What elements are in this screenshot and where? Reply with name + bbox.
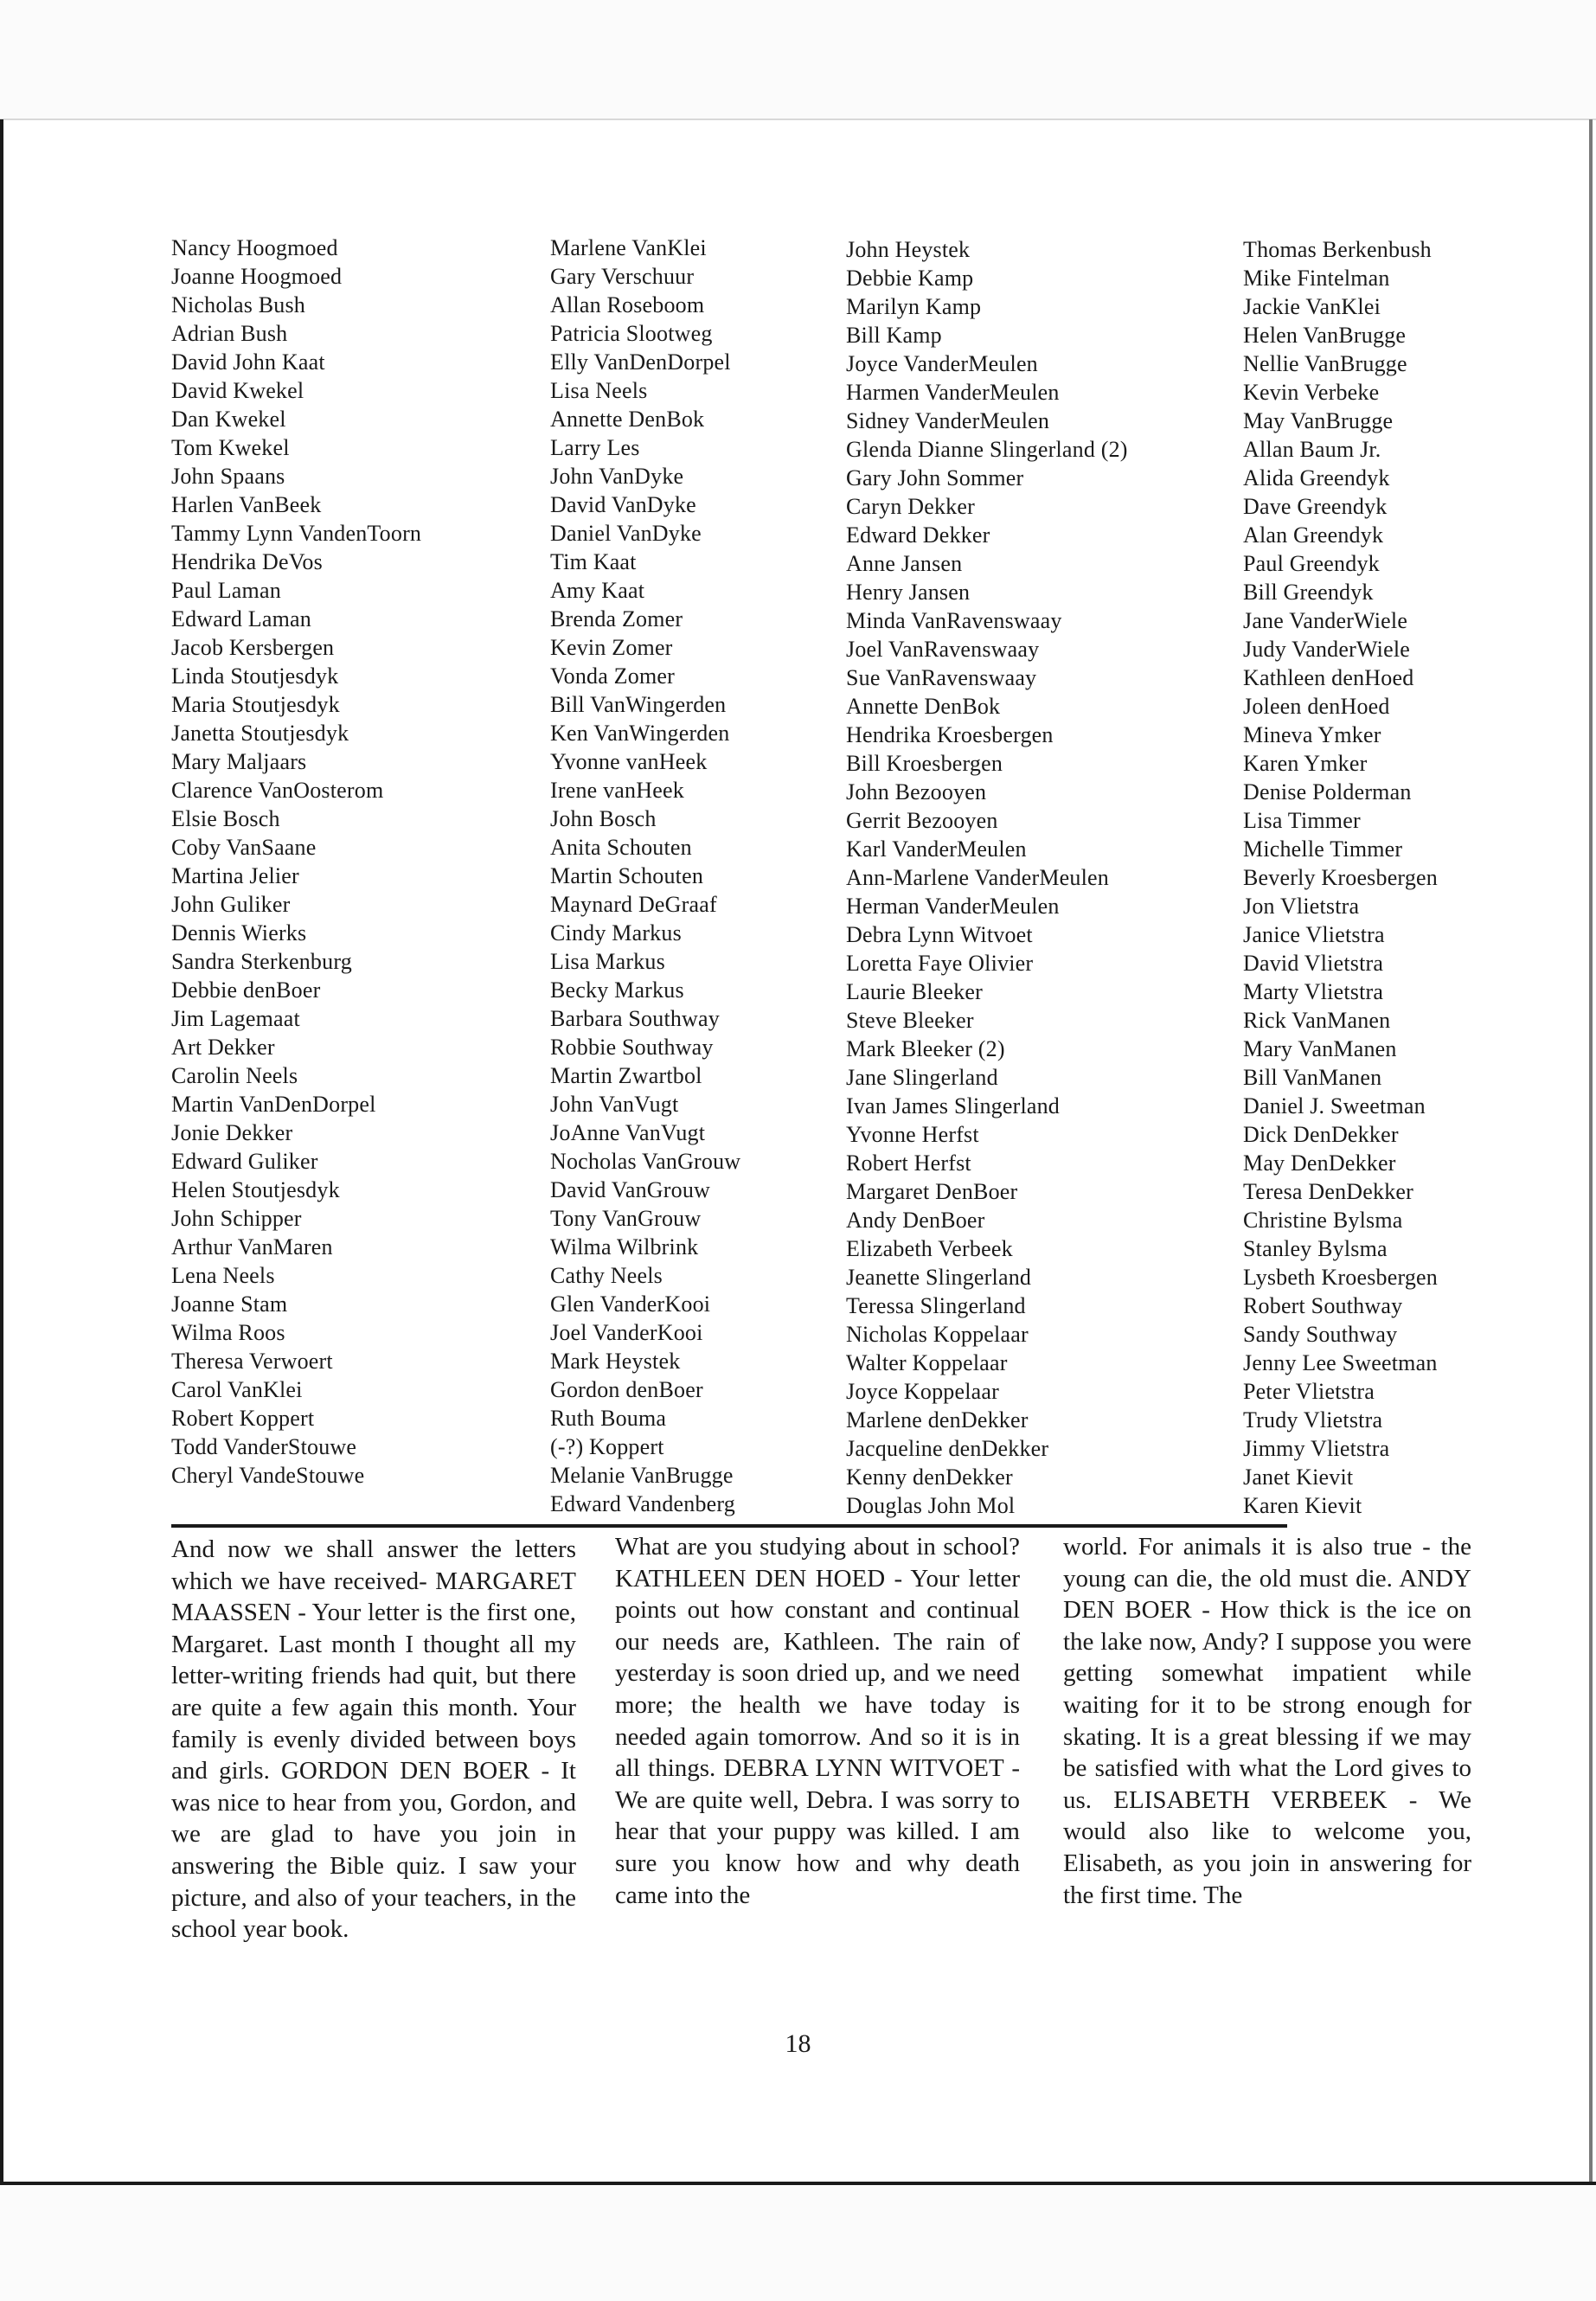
name-entry: Ruth Bouma: [550, 1406, 667, 1431]
name-entry: Arthur VanMaren: [171, 1234, 333, 1259]
name-entry: Cathy Neels: [550, 1263, 663, 1288]
name-entry: Lysbeth Kroesbergen: [1243, 1265, 1438, 1290]
name-entry: Patricia Slootweg: [550, 321, 713, 346]
name-entry: Cheryl VandeStouwe: [171, 1463, 365, 1488]
name-entry: Linda Stoutjesdyk: [171, 663, 339, 689]
name-entry: Edward Guliker: [171, 1149, 318, 1174]
name-list-column-4: [1243, 235, 1438, 1520]
name-entry: Harlen VanBeek: [171, 492, 322, 517]
name-entry: Glen VanderKooi: [550, 1292, 711, 1317]
name-entry: Nocholas VanGrouw: [550, 1149, 741, 1174]
name-entry: Nicholas Koppelaar: [846, 1322, 1029, 1347]
name-entry: David John Kaat: [171, 349, 325, 375]
name-entry: Dennis Wierks: [171, 920, 307, 945]
name-entry: Janetta Stoutjesdyk: [171, 721, 349, 746]
name-entry: Joel VanderKooi: [550, 1320, 703, 1345]
name-entry: Vonda Zomer: [550, 663, 675, 689]
name-entry: Michelle Timmer: [1243, 836, 1403, 862]
name-entry: Janice Vlietstra: [1243, 922, 1385, 947]
name-entry: Becky Markus: [550, 977, 684, 1003]
scan-top-edge: [0, 119, 1596, 120]
name-entry: Herman VanderMeulen: [846, 894, 1060, 919]
name-entry: Bill Greendyk: [1243, 580, 1374, 605]
name-entry: Joyce VanderMeulen: [846, 351, 1038, 376]
name-entry: Jane Slingerland: [846, 1065, 998, 1090]
name-entry: John Bosch: [550, 806, 657, 831]
name-entry: Jimmy Vlietstra: [1243, 1436, 1390, 1461]
name-entry: Wilma Wilbrink: [550, 1234, 699, 1259]
name-entry: Yvonne Herfst: [846, 1122, 979, 1147]
name-entry: Elly VanDenDorpel: [550, 349, 731, 375]
name-entry: Ivan James Slingerland: [846, 1093, 1061, 1118]
name-entry: Nancy Hoogmoed: [171, 235, 338, 260]
name-entry: Bill VanWingerden: [550, 692, 727, 717]
name-entry: Elsie Bosch: [171, 806, 280, 831]
scan-bottom-margin: [0, 2185, 1596, 2301]
name-entry: Glenda Dianne Slingerland (2): [846, 437, 1128, 462]
name-entry: Tom Kwekel: [171, 435, 290, 460]
name-entry: Marlene VanKlei: [550, 235, 707, 260]
name-entry: Jonie Dekker: [171, 1120, 293, 1145]
name-entry: Daniel J. Sweetman: [1243, 1093, 1426, 1118]
name-entry: Mark Bleeker (2): [846, 1036, 1005, 1061]
name-entry: Irene vanHeek: [550, 778, 684, 803]
name-entry: John Spaans: [171, 464, 285, 489]
name-entry: David VanGrouw: [550, 1177, 711, 1202]
scan-right-edge: [1589, 119, 1593, 2191]
name-entry: Nicholas Bush: [171, 292, 305, 317]
name-entry: Trudy Vlietstra: [1243, 1407, 1383, 1433]
name-entry: Carolin Neels: [171, 1063, 298, 1088]
name-entry: Martin Schouten: [550, 863, 704, 888]
name-entry: Sandy Southway: [1243, 1322, 1398, 1347]
name-entry: May DenDekker: [1243, 1150, 1396, 1176]
name-entry: Annette DenBok: [550, 407, 705, 432]
name-entry: Alan Greendyk: [1243, 522, 1384, 548]
name-entry: Minda VanRavenswaay: [846, 608, 1062, 633]
name-entry: Todd VanderStouwe: [171, 1434, 357, 1459]
name-entry: Rick VanManen: [1243, 1008, 1391, 1033]
name-entry: Adrian Bush: [171, 321, 288, 346]
name-entry: Helen VanBrugge: [1243, 323, 1407, 348]
name-entry: Joel VanRavenswaay: [846, 637, 1040, 662]
name-entry: Dick DenDekker: [1243, 1122, 1399, 1147]
section-divider: [171, 1524, 1287, 1528]
name-entry: Laurie Bleeker: [846, 979, 983, 1004]
name-entry: Beverly Kroesbergen: [1243, 865, 1438, 890]
name-entry: Jackie VanKlei: [1243, 294, 1381, 319]
name-entry: Christine Bylsma: [1243, 1208, 1403, 1233]
letters-text-1: And now we shall answer the letters which we have received- MARGARET MAASSEN - Your letter is the first one, Margaret. Last month I thought all my letter-writing friends had quit, but there are quite a few again this month. Your family is evenly divided between boys and girls. GORDON DEN BOER - It was nice to hear from you, Gordon, and we are glad to have you join in answering the Bible quiz. I saw your picture, and also of your teachers, in the school year book.: [171, 1535, 576, 1944]
name-entry: Yvonne vanHeek: [550, 749, 708, 774]
name-entry: Barbara Southway: [550, 1006, 720, 1031]
name-entry: John VanVugt: [550, 1092, 679, 1117]
name-entry: Kenny denDekker: [846, 1465, 1013, 1490]
name-entry: Thomas Berkenbush: [1243, 237, 1432, 262]
name-entry: David VanDyke: [550, 492, 696, 517]
name-entry: Judy VanderWiele: [1243, 637, 1411, 662]
name-entry: Daniel VanDyke: [550, 521, 702, 546]
name-entry: Annette DenBok: [846, 694, 1001, 719]
name-entry: Jacob Kersbergen: [171, 635, 335, 660]
name-entry: Melanie VanBrugge: [550, 1463, 734, 1488]
name-entry: Jim Lagemaat: [171, 1006, 300, 1031]
name-entry: Ken VanWingerden: [550, 721, 730, 746]
name-entry: Robert Koppert: [171, 1406, 315, 1431]
name-entry: (-?) Koppert: [550, 1434, 664, 1459]
name-entry: Art Dekker: [171, 1035, 275, 1060]
name-entry: Karen Ymker: [1243, 751, 1368, 776]
name-entry: Marty Vlietstra: [1243, 979, 1384, 1004]
name-entry: May VanBrugge: [1243, 408, 1394, 433]
name-entry: JoAnne VanVugt: [550, 1120, 706, 1145]
letters-text-3: world. For animals it is also true - the young can die, the old must die. ANDY DEN BOER - How thick is the ice on the lake now, Andy? I suppose you were getting somewhat impatient while waiting for it to be strong enough for skating. It is a great blessing if we may be satisfied with what the Lord gives to us. ELISABETH VERBEEK - We would also like to welcome you, Elisabeth, as you join in answering for the first time. The: [1063, 1533, 1471, 1909]
name-entry: Kevin Verbeke: [1243, 380, 1380, 405]
name-entry: John Bezooyen: [846, 779, 987, 804]
name-entry: John VanDyke: [550, 464, 684, 489]
name-entry: Amy Kaat: [550, 578, 645, 603]
name-entry: Sandra Sterkenburg: [171, 949, 352, 974]
name-entry: Tim Kaat: [550, 549, 637, 574]
name-entry: Douglas John Mol: [846, 1493, 1016, 1518]
name-entry: Stanley Bylsma: [1243, 1236, 1388, 1261]
name-entry: Clarence VanOosterom: [171, 778, 384, 803]
name-entry: David Vlietstra: [1243, 951, 1384, 976]
name-entry: Coby VanSaane: [171, 835, 317, 860]
name-entry: Anne Jansen: [846, 551, 963, 576]
name-entry: Teressa Slingerland: [846, 1293, 1026, 1318]
name-entry: David Kwekel: [171, 378, 304, 403]
name-entry: Harmen VanderMeulen: [846, 380, 1060, 405]
name-entry: Edward Vandenberg: [550, 1491, 735, 1516]
name-entry: Kathleen denHoed: [1243, 665, 1414, 690]
name-entry: John Guliker: [171, 892, 291, 917]
name-entry: Joyce Koppelaar: [846, 1379, 999, 1404]
name-entry: Joanne Stam: [171, 1292, 288, 1317]
name-entry: Hendrika DeVos: [171, 549, 323, 574]
name-entry: Mary VanManen: [1243, 1036, 1397, 1061]
name-entry: Bill VanManen: [1243, 1065, 1382, 1090]
name-entry: Steve Bleeker: [846, 1008, 974, 1033]
name-entry: Jacqueline denDekker: [846, 1436, 1049, 1461]
name-entry: Lisa Neels: [550, 378, 648, 403]
name-entry: Mark Heystek: [550, 1349, 681, 1374]
name-entry: John Heystek: [846, 237, 971, 262]
letters-column-1: [171, 1534, 576, 1945]
name-entry: Wilma Roos: [171, 1320, 285, 1345]
name-entry: Marilyn Kamp: [846, 294, 982, 319]
name-entry: Caryn Dekker: [846, 494, 975, 519]
name-entry: Sidney VanderMeulen: [846, 408, 1050, 433]
name-entry: Walter Koppelaar: [846, 1350, 1008, 1375]
name-entry: Tammy Lynn VandenToorn: [171, 521, 422, 546]
name-entry: Teresa DenDekker: [1243, 1179, 1413, 1204]
name-entry: Andy DenBoer: [846, 1208, 985, 1233]
name-entry: Dave Greendyk: [1243, 494, 1388, 519]
name-entry: Margaret DenBoer: [846, 1179, 1018, 1204]
name-entry: Gerrit Bezooyen: [846, 808, 998, 833]
name-entry: Debbie Kamp: [846, 266, 974, 291]
name-entry: Robbie Southway: [550, 1035, 714, 1060]
name-entry: Marlene denDekker: [846, 1407, 1029, 1433]
name-entry: Maynard DeGraaf: [550, 892, 717, 917]
name-entry: Carol VanKlei: [171, 1377, 303, 1402]
name-entry: Karen Kievit: [1243, 1493, 1362, 1518]
name-entry: John Schipper: [171, 1206, 302, 1231]
name-entry: Jon Vlietstra: [1243, 894, 1360, 919]
name-entry: Gary John Sommer: [846, 465, 1024, 490]
name-entry: Allan Baum Jr.: [1243, 437, 1381, 462]
name-entry: Theresa Verwoert: [171, 1349, 333, 1374]
name-entry: Lena Neels: [171, 1263, 275, 1288]
name-entry: Debbie denBoer: [171, 977, 321, 1003]
name-entry: Alida Greendyk: [1243, 465, 1390, 490]
name-entry: Gary Verschuur: [550, 264, 695, 289]
name-entry: Mike Fintelman: [1243, 266, 1390, 291]
name-entry: Janet Kievit: [1243, 1465, 1354, 1490]
name-entry: Peter Vlietstra: [1243, 1379, 1375, 1404]
name-entry: Anita Schouten: [550, 835, 692, 860]
name-entry: Robert Southway: [1243, 1293, 1403, 1318]
name-entry: Loretta Faye Olivier: [846, 951, 1034, 976]
name-entry: Tony VanGrouw: [550, 1206, 702, 1231]
name-entry: Brenda Zomer: [550, 606, 683, 631]
scan-top-margin: [0, 0, 1596, 119]
name-entry: Martin Zwartbol: [550, 1063, 702, 1088]
name-entry: Elizabeth Verbeek: [846, 1236, 1013, 1261]
name-entry: Jenny Lee Sweetman: [1243, 1350, 1438, 1375]
name-list-column-1: [171, 234, 421, 1490]
name-entry: Cindy Markus: [550, 920, 682, 945]
name-entry: Helen Stoutjesdyk: [171, 1177, 340, 1202]
scan-left-edge: [0, 119, 3, 2191]
name-entry: Paul Greendyk: [1243, 551, 1380, 576]
name-entry: Joanne Hoogmoed: [171, 264, 343, 289]
name-entry: Gordon denBoer: [550, 1377, 703, 1402]
name-entry: Lisa Timmer: [1243, 808, 1361, 833]
name-entry: Allan Roseboom: [550, 292, 705, 317]
name-entry: Bill Kroesbergen: [846, 751, 1003, 776]
name-entry: Edward Dekker: [846, 522, 990, 548]
name-entry: Nellie VanBrugge: [1243, 351, 1407, 376]
name-entry: Denise Polderman: [1243, 779, 1412, 804]
name-list-column-2: [550, 234, 740, 1518]
name-entry: Sue VanRavenswaay: [846, 665, 1037, 690]
letters-text-2: What are you studying about in school? KATHLEEN DEN HOED - Your letter points out how constant and continual our needs are, Kathleen. The rain of yesterday is soon dried up, and we need more; the health we have today is needed again tomorrow. And so it is in all things. DEBRA LYNN WITVOET - We are quite well, Debra. I was sorry to hear that your puppy was killed. I am sure you know how and why death came into the: [615, 1533, 1020, 1909]
name-entry: Paul Laman: [171, 578, 281, 603]
name-entry: Henry Jansen: [846, 580, 971, 605]
letters-column-2: [615, 1531, 1020, 1911]
name-entry: Joleen denHoed: [1243, 694, 1390, 719]
name-entry: Robert Herfst: [846, 1150, 971, 1176]
name-list-column-3: [846, 235, 1128, 1520]
letters-column-3: [1063, 1531, 1471, 1911]
name-entry: Jeanette Slingerland: [846, 1265, 1032, 1290]
name-entry: Karl VanderMeulen: [846, 836, 1027, 862]
name-entry: Mary Maljaars: [171, 749, 307, 774]
name-entry: Debra Lynn Witvoet: [846, 922, 1033, 947]
name-entry: Hendrika Kroesbergen: [846, 722, 1054, 747]
name-entry: Martin VanDenDorpel: [171, 1092, 376, 1117]
name-entry: Mineva Ymker: [1243, 722, 1381, 747]
name-entry: Jane VanderWiele: [1243, 608, 1408, 633]
page-number: 18: [785, 2029, 811, 2058]
name-entry: Bill Kamp: [846, 323, 942, 348]
name-entry: Lisa Markus: [550, 949, 665, 974]
name-entry: Ann-Marlene VanderMeulen: [846, 865, 1109, 890]
name-entry: Martina Jelier: [171, 863, 299, 888]
name-entry: Edward Laman: [171, 606, 311, 631]
name-entry: Kevin Zomer: [550, 635, 673, 660]
name-entry: Larry Les: [550, 435, 640, 460]
name-entry: Maria Stoutjesdyk: [171, 692, 340, 717]
name-entry: Dan Kwekel: [171, 407, 286, 432]
